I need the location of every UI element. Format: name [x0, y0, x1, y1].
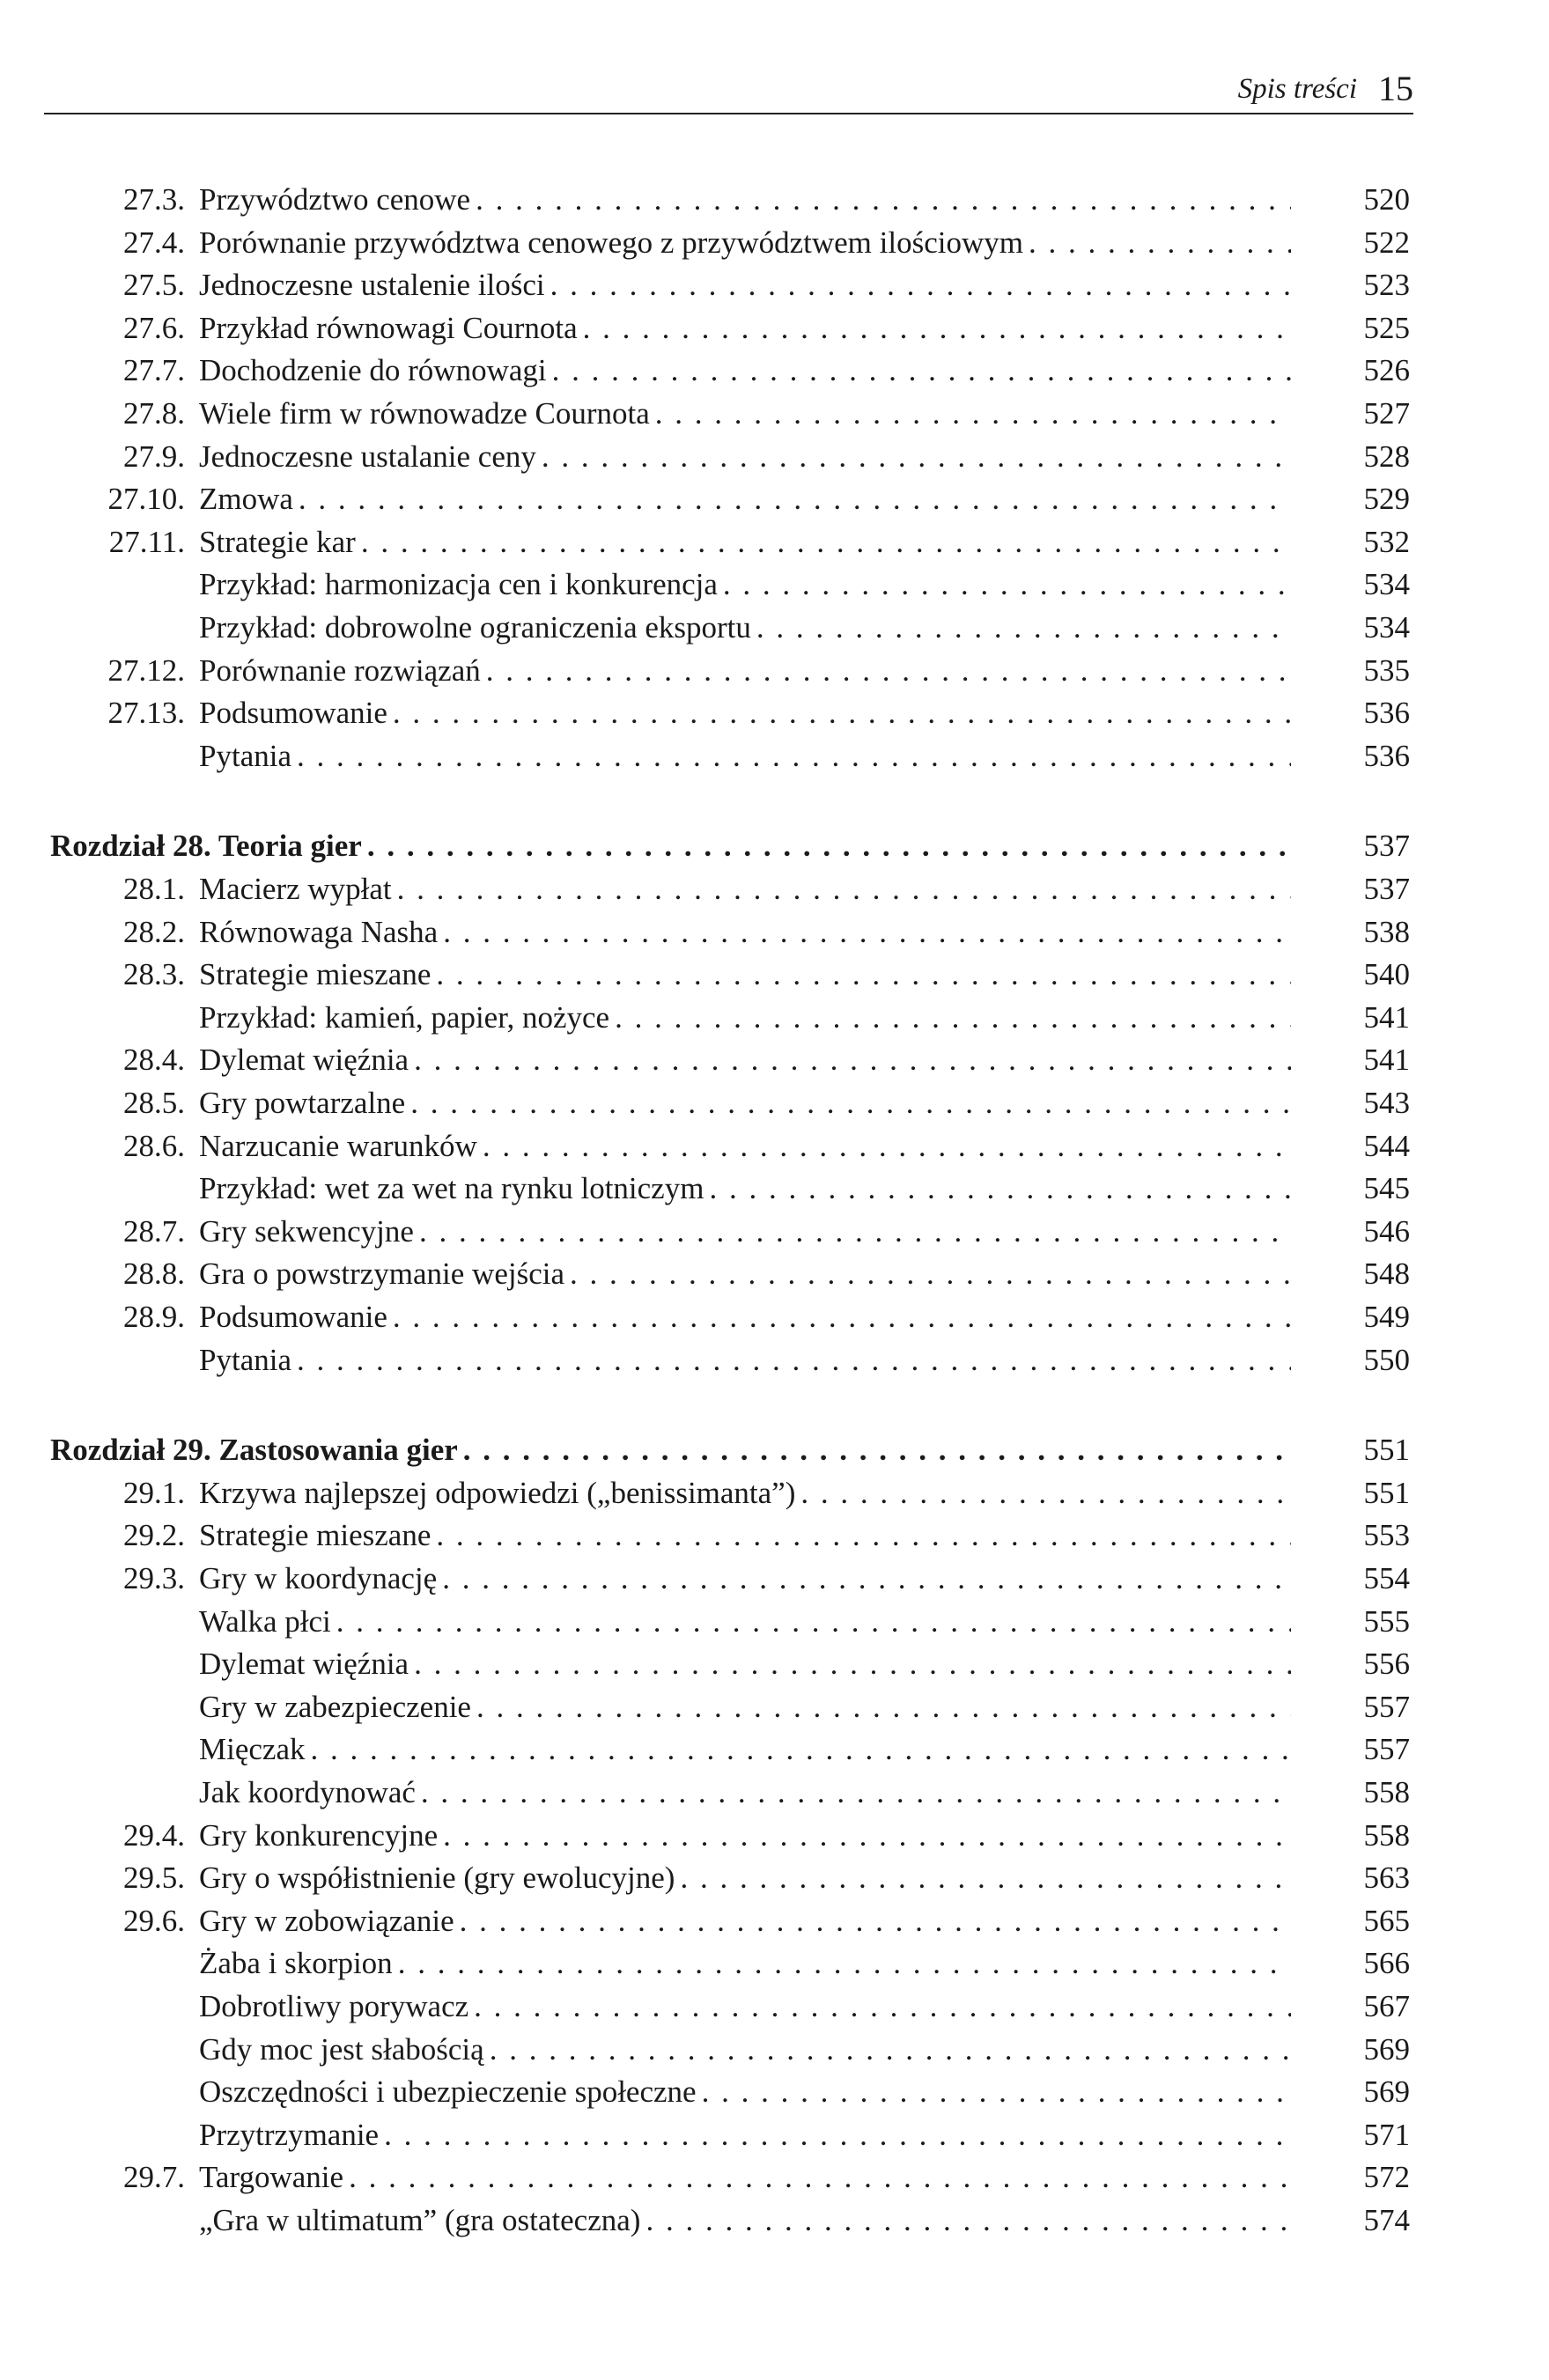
toc-entry-page: 554 [1357, 1559, 1411, 1598]
toc-entry-number: 28.6. [123, 1128, 185, 1163]
toc-entry-page: 569 [1357, 2073, 1411, 2111]
toc-entry-title: Podsumowanie [199, 696, 393, 730]
toc-leader [199, 1169, 1291, 1208]
toc-entry-number: 28.9. [123, 1300, 185, 1334]
toc-leader [199, 351, 1291, 390]
toc-entry-title: Gry w koordynację [199, 1561, 442, 1595]
toc-leader [199, 1212, 1291, 1251]
toc-entry-title: Przykład: kamień, papier, nożyce [199, 1000, 615, 1035]
toc-entry [0, 2073, 1549, 2111]
toc-entry-title: Walka płci [199, 1604, 336, 1639]
chapter-heading [0, 1431, 1549, 1470]
toc-entry-page: 528 [1357, 438, 1411, 476]
toc-entry-page: 555 [1357, 1603, 1411, 1641]
toc-leader [199, 1987, 1291, 2026]
toc-entry-page: 556 [1357, 1645, 1411, 1684]
toc-leader [199, 652, 1291, 690]
toc-entry-page: 538 [1357, 913, 1411, 952]
toc-leader [50, 827, 1291, 866]
toc-entry-number: 28.3. [123, 957, 185, 992]
toc-entry-title: Gry o współistnienie (gry ewolucyjne) [199, 1861, 680, 1895]
toc-leader [199, 1645, 1291, 1684]
toc-leader [199, 2158, 1291, 2197]
page-number: 15 [1378, 69, 1413, 108]
toc-entry-page: 558 [1357, 1773, 1411, 1812]
toc-leader [199, 1902, 1291, 1941]
toc-entry-page: 541 [1357, 998, 1411, 1037]
toc-entry [0, 1127, 1549, 1166]
toc-entry-page: 551 [1357, 1474, 1411, 1513]
toc-entry-page: 549 [1357, 1298, 1411, 1337]
toc-entry-title: Narzucanie warunków [199, 1129, 483, 1163]
toc-leader [199, 2073, 1291, 2111]
toc-entry-number: 27.11. [108, 524, 185, 559]
toc-leader [199, 394, 1291, 433]
toc-leader [199, 1298, 1291, 1337]
toc-entry [0, 351, 1549, 390]
toc-entry [0, 1987, 1549, 2026]
running-title: Spis treści [1237, 73, 1357, 105]
toc-entry [0, 1730, 1549, 1769]
toc-entry [0, 181, 1549, 219]
toc-entry-page: 569 [1357, 2030, 1411, 2069]
toc-leader [199, 309, 1291, 348]
toc-entry [0, 870, 1549, 909]
toc-leader [199, 1474, 1291, 1513]
chapter-title: Rozdział 28. Teoria gier [50, 829, 367, 863]
toc-leader [199, 1816, 1291, 1855]
toc-entry-number: 29.4. [123, 1817, 185, 1853]
toc-entry-page: 534 [1357, 565, 1411, 604]
toc-entry [0, 2030, 1549, 2069]
toc-entry-number: 28.8. [123, 1256, 185, 1292]
toc-entry-number: 28.7. [123, 1213, 185, 1249]
toc-entry-title: Przykład: dobrowolne ograniczenia eksportu [199, 610, 756, 645]
toc-entry-page: 520 [1357, 181, 1411, 219]
toc-entry-page: 571 [1357, 2116, 1411, 2155]
toc-leader [199, 2116, 1291, 2155]
toc-entry-page: 527 [1357, 394, 1411, 433]
toc-entry-page: 546 [1357, 1212, 1411, 1251]
toc-entry-title: Przytrzymanie [199, 2118, 384, 2152]
toc-entry-page: 540 [1357, 955, 1411, 994]
toc-entry-title: Wiele firm w równowadze Cournota [199, 396, 655, 431]
toc-leader [199, 1255, 1291, 1293]
toc-entry-number: 28.4. [123, 1043, 185, 1078]
toc-entry-number: 28.2. [123, 914, 185, 949]
toc-leader [199, 565, 1291, 604]
toc-entry-page: 536 [1357, 694, 1411, 733]
toc-entry-number: 27.4. [123, 225, 185, 260]
toc-entry-title: Gdy moc jest słabością [199, 2032, 490, 2067]
toc-entry-number: 29.6. [123, 1903, 185, 1938]
toc-entry-page: 543 [1357, 1084, 1411, 1123]
toc-entry-title: Krzywa najlepszej odpowiedzi („benissimanta”) [199, 1476, 800, 1510]
toc-entry-page: 526 [1357, 351, 1411, 390]
toc-entry-title: Pytania [199, 1343, 297, 1377]
toc-entry [0, 694, 1549, 733]
toc-entry-page: 541 [1357, 1041, 1411, 1079]
toc-entry-page: 550 [1357, 1341, 1411, 1380]
toc-leader [199, 266, 1291, 305]
toc-entry-title: Jak koordynować [199, 1775, 421, 1809]
toc-entry [0, 2201, 1549, 2240]
toc-entry-page: 574 [1357, 2201, 1411, 2240]
toc-entry [0, 1212, 1549, 1251]
toc-entry [0, 1516, 1549, 1555]
toc-entry-number: 29.7. [123, 2160, 185, 2195]
toc-entry [0, 266, 1549, 305]
toc-entry [0, 1816, 1549, 1855]
toc-entry [0, 1859, 1549, 1897]
toc-entry-page: 548 [1357, 1255, 1411, 1293]
toc-leader [199, 480, 1291, 519]
toc-entry [0, 1773, 1549, 1812]
toc-entry-title: Gry konkurencyjne [199, 1818, 443, 1853]
toc-entry-title: Podsumowanie [199, 1300, 393, 1334]
toc-entry [0, 998, 1549, 1037]
toc-entry [0, 309, 1549, 348]
toc-entry-number: 28.1. [123, 872, 185, 906]
toc-entry [0, 955, 1549, 994]
toc-entry-number: 27.9. [123, 438, 185, 474]
toc-entry-title: Mięczak [199, 1732, 310, 1766]
toc-entry-title: Przykład: wet za wet na rynku lotniczym [199, 1171, 709, 1205]
toc-leader [199, 2030, 1291, 2069]
toc-leader [199, 1084, 1291, 1123]
toc-entry [0, 1902, 1549, 1941]
chapter-title: Rozdział 29. Zastosowania gier [50, 1433, 463, 1467]
toc-entry-title: Targowanie [199, 2160, 349, 2194]
toc-entry-page: 557 [1357, 1730, 1411, 1769]
toc-entry-title: „Gra w ultimatum” (gra ostateczna) [199, 2203, 645, 2237]
toc-entry-page: 544 [1357, 1127, 1411, 1166]
toc-entry-page: 545 [1357, 1169, 1411, 1208]
toc-entry [0, 608, 1549, 647]
toc-leader [199, 1730, 1291, 1769]
toc-entry [0, 394, 1549, 433]
toc-entry-number: 29.5. [123, 1861, 185, 1896]
toc-entry-title: Przykład: harmonizacja cen i konkurencja [199, 567, 723, 601]
toc-entry-page: 565 [1357, 1902, 1411, 1941]
toc-entry-page: 557 [1357, 1688, 1411, 1727]
page-header [44, 60, 1413, 114]
toc-entry-title: Oszczędności i ubezpieczenie społeczne [199, 2074, 702, 2109]
toc-entry [0, 1944, 1549, 1983]
toc-entry [0, 438, 1549, 476]
toc-entry-number: 27.6. [123, 310, 185, 345]
toc-leader [199, 913, 1291, 952]
toc-entry [0, 523, 1549, 562]
toc-entry [0, 737, 1549, 776]
toc-entry [0, 1298, 1549, 1337]
toc-entry-title: Gry w zobowiązanie [199, 1904, 460, 1938]
toc-entry-title: Pytania [199, 739, 297, 773]
toc-entry-page: 525 [1357, 309, 1411, 348]
toc-leader [199, 523, 1291, 562]
toc-leader [199, 608, 1291, 647]
toc-leader [199, 1859, 1291, 1897]
toc-entry [0, 913, 1549, 952]
toc-leader [199, 998, 1291, 1037]
toc-leader [50, 1431, 1291, 1470]
toc-leader [199, 1041, 1291, 1079]
toc-leader [199, 870, 1291, 909]
toc-entry-title: Macierz wypłat [199, 872, 397, 906]
toc-entry-number: 27.7. [123, 353, 185, 388]
toc-entry-title: Jednoczesne ustalanie ceny [199, 439, 542, 474]
toc-leader [199, 1603, 1291, 1641]
toc-entry-number: 27.12. [107, 652, 185, 688]
toc-entry-title: Przywództwo cenowe [199, 182, 476, 217]
toc-entry [0, 1084, 1549, 1123]
toc-entry-number: 27.13. [107, 696, 185, 731]
toc-entry-page: 529 [1357, 480, 1411, 519]
toc-leader [199, 737, 1291, 776]
toc-entry-title: Dylemat więźnia [199, 1647, 414, 1681]
toc-entry-title: Porównanie rozwiązań [199, 653, 486, 688]
toc-leader [199, 1341, 1291, 1380]
toc-entry-title: Jednoczesne ustalenie ilości [199, 268, 550, 302]
toc-entry-page: 534 [1357, 608, 1411, 647]
toc-entry [0, 1041, 1549, 1079]
toc-leader [199, 438, 1291, 476]
toc-entry-number: 29.1. [123, 1475, 185, 1510]
chapter-page: 551 [1357, 1431, 1411, 1470]
toc-entry-number: 27.3. [123, 182, 185, 217]
toc-entry [0, 1341, 1549, 1380]
toc-leader [199, 1559, 1291, 1598]
toc-entry-title: Gry w zabezpieczenie [199, 1690, 476, 1724]
toc-entry [0, 2158, 1549, 2197]
toc-entry [0, 1169, 1549, 1208]
toc-entry-page: 536 [1357, 737, 1411, 776]
toc-entry-title: Gry sekwencyjne [199, 1214, 419, 1249]
toc-entry [0, 224, 1549, 262]
toc-entry-page: 537 [1357, 870, 1411, 909]
toc-entry-page: 522 [1357, 224, 1411, 262]
toc-leader [199, 224, 1291, 262]
toc-entry-number: 27.8. [123, 396, 185, 431]
toc-entry-number: 27.10. [107, 482, 185, 517]
toc-leader [199, 1516, 1291, 1555]
toc-entry [0, 1603, 1549, 1641]
toc-entry-page: 566 [1357, 1944, 1411, 1983]
toc-leader [199, 181, 1291, 219]
toc-entry [0, 1688, 1549, 1727]
toc-entry-page: 563 [1357, 1859, 1411, 1897]
toc-entry-title: Gry powtarzalne [199, 1086, 410, 1120]
toc-entry-title: Porównanie przywództwa cenowego z przywództwem ilościowym [199, 225, 1029, 260]
toc-leader [199, 1944, 1291, 1983]
toc-leader [199, 694, 1291, 733]
toc-entry-title: Strategie mieszane [199, 1518, 436, 1552]
toc-entry-page: 567 [1357, 1987, 1411, 2026]
toc-entry [0, 1645, 1549, 1684]
toc-entry-title: Przykład równowagi Cournota [199, 311, 583, 345]
toc-entry-title: Zmowa [199, 482, 299, 516]
toc-entry-title: Równowaga Nasha [199, 915, 443, 949]
toc-entry [0, 1255, 1549, 1293]
toc-entry-title: Dylemat więźnia [199, 1043, 414, 1077]
toc-entry-title: Gra o powstrzymanie wejścia [199, 1256, 570, 1291]
toc-entry-page: 553 [1357, 1516, 1411, 1555]
toc-entry [0, 565, 1549, 604]
toc-leader [199, 1688, 1291, 1727]
toc-entry-title: Dobrotliwy porywacz [199, 1989, 474, 2023]
toc-leader [199, 955, 1291, 994]
toc-leader [199, 2201, 1291, 2240]
toc-entry-title: Strategie mieszane [199, 957, 436, 991]
toc-entry [0, 2116, 1549, 2155]
toc-entry-number: 28.5. [123, 1086, 185, 1120]
toc-entry-title: Dochodzenie do równowagi [199, 353, 552, 387]
toc-entry-number: 29.2. [123, 1518, 185, 1553]
toc-entry [0, 1559, 1549, 1598]
toc-entry-title: Żaba i skorpion [199, 1946, 398, 1980]
toc-entry-number: 29.3. [123, 1561, 185, 1595]
toc-leader [199, 1773, 1291, 1812]
chapter-page: 537 [1357, 827, 1411, 866]
toc-entry-page: 572 [1357, 2158, 1411, 2197]
toc-entry-page: 558 [1357, 1816, 1411, 1855]
toc-entry [0, 1474, 1549, 1513]
toc-entry-title: Strategie kar [199, 525, 361, 559]
chapter-heading [0, 827, 1549, 866]
toc-leader [199, 1127, 1291, 1166]
toc-entry [0, 480, 1549, 519]
toc-entry-page: 535 [1357, 652, 1411, 690]
toc-entry [0, 652, 1549, 690]
toc-entry-page: 523 [1357, 266, 1411, 305]
toc-entry-number: 27.5. [123, 268, 185, 303]
toc-entry-page: 532 [1357, 523, 1411, 562]
